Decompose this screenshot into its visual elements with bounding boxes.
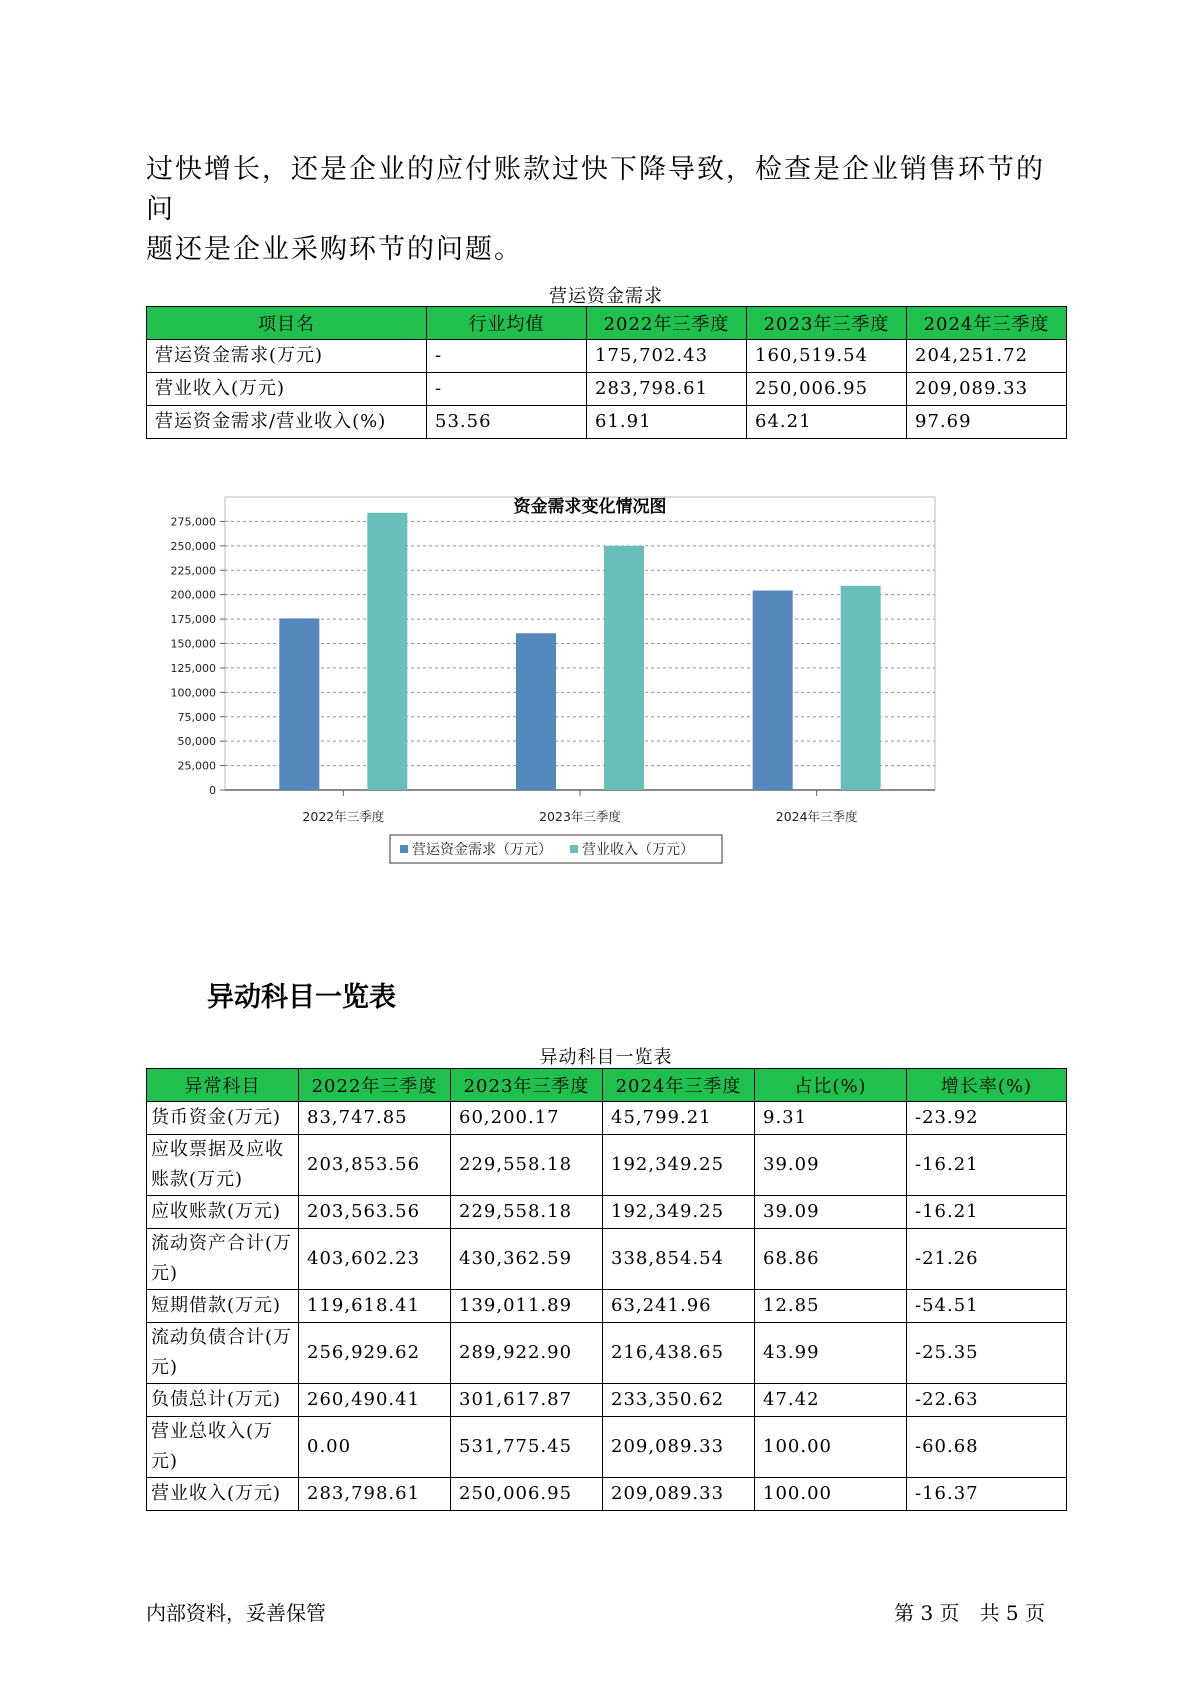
table-cell: 175,702.43 — [587, 340, 747, 373]
table-cell: 39.09 — [755, 1196, 907, 1229]
table-cell: 203,563.56 — [299, 1196, 451, 1229]
table-cell: 289,922.90 — [451, 1323, 603, 1384]
header-cell: 2022年三季度 — [587, 307, 747, 340]
table-cell: -25.35 — [907, 1323, 1067, 1384]
table-row — [147, 1384, 1067, 1417]
table-cell: 209,089.33 — [603, 1478, 755, 1511]
table-row — [147, 1135, 1067, 1196]
table-cell: 233,350.62 — [603, 1384, 755, 1417]
table-cell: 83,747.85 — [299, 1102, 451, 1135]
table-cell: 货币资金(万元) — [147, 1102, 299, 1135]
body-paragraph — [146, 150, 1046, 270]
legend-label: 营运资金需求（万元） — [412, 842, 552, 858]
bar — [367, 513, 407, 790]
x-tick-label: 2023年三季度 — [539, 809, 621, 824]
table-cell: 45,799.21 — [603, 1102, 755, 1135]
footer-note: 内部资料，妥善保管 — [146, 1601, 326, 1625]
y-tick-label: 125,000 — [170, 661, 216, 675]
table-cell: 209,089.33 — [603, 1417, 755, 1478]
table-header-row — [147, 1069, 1067, 1102]
table-cell: 250,006.95 — [747, 373, 907, 406]
table-cell: 流动资产合计(万元) — [147, 1229, 299, 1290]
table-cell: 12.85 — [755, 1290, 907, 1323]
table-cell: 68.86 — [755, 1229, 907, 1290]
table-cell: 209,089.33 — [907, 373, 1067, 406]
legend-label: 营业收入（万元） — [582, 842, 694, 858]
legend-swatch — [570, 845, 578, 853]
table-cell: -16.21 — [907, 1196, 1067, 1229]
table-cell: 9.31 — [755, 1102, 907, 1135]
table-row — [147, 406, 1067, 439]
header-cell: 2024年三季度 — [907, 307, 1067, 340]
table-cell: 160,519.54 — [747, 340, 907, 373]
table-cell: -16.21 — [907, 1135, 1067, 1196]
table-cell: 营业收入(万元) — [147, 1478, 299, 1511]
table-cell: 256,929.62 — [299, 1323, 451, 1384]
bar — [279, 618, 319, 790]
table-row — [147, 1290, 1067, 1323]
table-cell: 283,798.61 — [299, 1478, 451, 1511]
table-cell: 61.91 — [587, 406, 747, 439]
table-cell: 430,362.59 — [451, 1229, 603, 1290]
bar — [841, 586, 881, 790]
table-cell: 47.42 — [755, 1384, 907, 1417]
bar — [516, 633, 556, 790]
table-cell: -23.92 — [907, 1102, 1067, 1135]
table-cell: 192,349.25 — [603, 1135, 755, 1196]
table-cell: 97.69 — [907, 406, 1067, 439]
table-cell: 260,490.41 — [299, 1384, 451, 1417]
paragraph-line: 题还是企业采购环节的问题。 — [146, 234, 523, 265]
table-cell: - — [427, 373, 587, 406]
y-tick-label: 200,000 — [170, 588, 216, 602]
table-cell: 119,618.41 — [299, 1290, 451, 1323]
table-row — [147, 1323, 1067, 1384]
chart-svg — [150, 490, 1030, 950]
table-cell: 403,602.23 — [299, 1229, 451, 1290]
header-cell: 2022年三季度 — [299, 1069, 451, 1102]
header-cell: 项目名 — [147, 307, 427, 340]
table-cell: 0.00 — [299, 1417, 451, 1478]
table-cell: 192,349.25 — [603, 1196, 755, 1229]
y-tick-label: 25,000 — [177, 759, 216, 773]
table-row — [147, 1417, 1067, 1478]
table-row — [147, 340, 1067, 373]
table-cell: 营运资金需求/营业收入(%) — [147, 406, 427, 439]
header-cell: 行业均值 — [427, 307, 587, 340]
table-row — [147, 1229, 1067, 1290]
table-row — [147, 1102, 1067, 1135]
table-cell: -21.26 — [907, 1229, 1067, 1290]
table-cell: 64.21 — [747, 406, 907, 439]
table-cell: 229,558.18 — [451, 1196, 603, 1229]
y-tick-label: 225,000 — [170, 564, 216, 578]
header-cell: 2023年三季度 — [747, 307, 907, 340]
table-caption: 异动科目一览表 — [539, 1047, 673, 1068]
table-cell: 139,011.89 — [451, 1290, 603, 1323]
table-cell: 203,853.56 — [299, 1135, 451, 1196]
table-cell: 60,200.17 — [451, 1102, 603, 1135]
table-row — [147, 373, 1067, 406]
table-cell: 43.99 — [755, 1323, 907, 1384]
abnormal-items-table — [146, 1068, 1067, 1511]
table-cell: 301,617.87 — [451, 1384, 603, 1417]
x-tick-label: 2022年三季度 — [302, 809, 385, 824]
header-cell: 占比(%) — [755, 1069, 907, 1102]
y-tick-label: 275,000 — [170, 515, 216, 529]
header-cell: 异常科目 — [147, 1069, 299, 1102]
table-cell: 100.00 — [755, 1417, 907, 1478]
paragraph-line: 过快增长，还是企业的应付账款过快下降导致，检查是企业销售环节的问 — [146, 154, 1045, 225]
table-cell: 营运资金需求(万元) — [147, 340, 427, 373]
y-tick-label: 75,000 — [177, 710, 216, 724]
table-cell: 63,241.96 — [603, 1290, 755, 1323]
header-cell: 2024年三季度 — [603, 1069, 755, 1102]
table-cell: -22.63 — [907, 1384, 1067, 1417]
table-cell: 应收票据及应收账款(万元) — [147, 1135, 299, 1196]
table-cell: - — [427, 340, 587, 373]
y-tick-label: 175,000 — [170, 613, 216, 627]
table-cell: 营业总收入(万元) — [147, 1417, 299, 1478]
y-tick-label: 100,000 — [170, 686, 216, 700]
table-cell: 204,251.72 — [907, 340, 1067, 373]
x-tick-label: 2024年三季度 — [775, 809, 858, 824]
y-tick-label: 50,000 — [177, 735, 216, 749]
table-cell: 53.56 — [427, 406, 587, 439]
table-cell: 39.09 — [755, 1135, 907, 1196]
page-number: 第 3 页 共 5 页 — [894, 1601, 1045, 1625]
y-tick-label: 0 — [209, 784, 216, 797]
table-cell: 250,006.95 — [451, 1478, 603, 1511]
table-cell: -54.51 — [907, 1290, 1067, 1323]
header-cell: 增长率(%) — [907, 1069, 1067, 1102]
table-cell: 流动负债合计(万元) — [147, 1323, 299, 1384]
table-caption: 营运资金需求 — [549, 286, 663, 307]
table-cell: 营业收入(万元) — [147, 373, 427, 406]
table-cell: 负债总计(万元) — [147, 1384, 299, 1417]
table-cell: 应收账款(万元) — [147, 1196, 299, 1229]
legend-swatch — [400, 845, 408, 853]
chart-title: 资金需求变化情况图 — [513, 497, 667, 517]
table-row — [147, 1478, 1067, 1511]
y-tick-label: 150,000 — [170, 637, 216, 651]
table-cell: 100.00 — [755, 1478, 907, 1511]
table-cell: 283,798.61 — [587, 373, 747, 406]
bar — [753, 591, 793, 790]
bar — [604, 546, 644, 790]
table-cell: 短期借款(万元) — [147, 1290, 299, 1323]
table-cell: -60.68 — [907, 1417, 1067, 1478]
table-cell: 338,854.54 — [603, 1229, 755, 1290]
funding-demand-chart — [150, 490, 1030, 950]
working-capital-table — [146, 306, 1067, 439]
y-tick-label: 250,000 — [170, 539, 216, 553]
table-cell: 531,775.45 — [451, 1417, 603, 1478]
section-heading: 异动科目一览表 — [207, 982, 396, 1013]
table-cell: 216,438.65 — [603, 1323, 755, 1384]
table-row — [147, 1196, 1067, 1229]
table-cell: -16.37 — [907, 1478, 1067, 1511]
header-cell: 2023年三季度 — [451, 1069, 603, 1102]
table-header-row — [147, 307, 1067, 340]
table-cell: 229,558.18 — [451, 1135, 603, 1196]
